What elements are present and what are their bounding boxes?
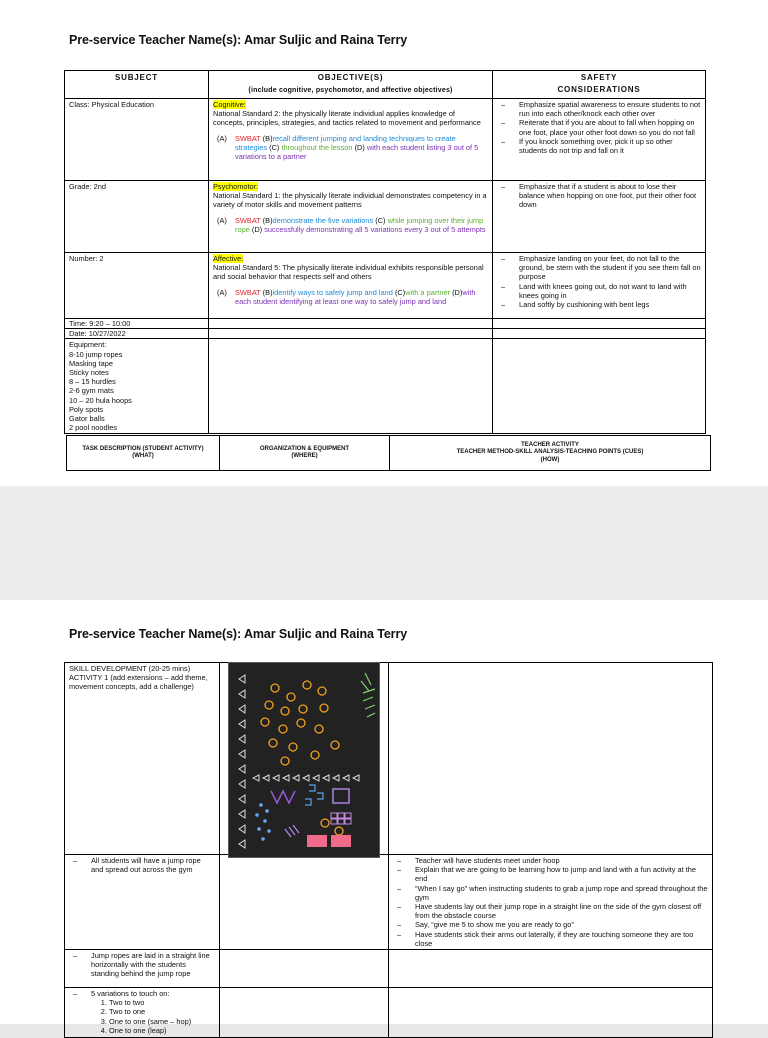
- teacher-activity-cell: [389, 855, 713, 950]
- safety-cell: [493, 181, 706, 253]
- list-item: 1. Two to two: [109, 998, 215, 1007]
- page-1: [0, 0, 768, 486]
- list-item: – If you knock something over, pick it up so other students do not trip and fall on it: [497, 137, 701, 155]
- equipment-cell: Equipment: 8-10 jump ropes Masking tape Sticky notes 8 – 15 hurdles 2-6 gym mats 10 – 20 hula hoops Poly spots Gator balls 2 pool noodles: [65, 339, 209, 434]
- objective-cell: [209, 99, 493, 181]
- task-description-header: TASK DESCRIPTION (STUDENT ACTIVITY) (WHAT): [67, 436, 220, 471]
- list-item: – Land softly by cushioning with bent legs: [497, 300, 701, 309]
- safety-cell: [493, 253, 706, 319]
- objective-header: OBJECTIVE(S) (include cognitive, psychomotor, and affective objectives): [209, 71, 493, 99]
- gym-floor: [229, 663, 379, 857]
- domain-label: Affective:: [213, 254, 244, 263]
- list-item: – 5 variations to touch on:: [69, 989, 215, 998]
- list-item: – Have students stick their arms out laterally, if they are touching someone they are too close: [393, 930, 708, 948]
- list-item: Masking tape: [69, 358, 113, 368]
- objective-cell: [209, 181, 493, 253]
- table-row: [65, 253, 706, 319]
- list-item: Poly spots: [69, 404, 104, 414]
- date-cell: Date: 10/27/2022: [65, 329, 209, 339]
- table-row: [65, 329, 706, 339]
- safety-cell: [493, 99, 706, 181]
- table-row: [65, 181, 706, 253]
- list-item: 2 pool noodles: [69, 423, 118, 433]
- subject-cell: Grade: 2nd: [65, 181, 209, 253]
- subject-header: SUBJECT: [65, 71, 209, 99]
- list-item: 2. Two to one: [109, 1007, 215, 1016]
- list-item: – Say, “give me 5 to show me you are ready to go”: [393, 920, 708, 929]
- table-row: [65, 663, 713, 855]
- teacher-activity-header: TEACHER ACTIVITY TEACHER METHOD-SKILL ANALYSIS-TEACHING POINTS (CUES) (HOW): [390, 436, 711, 471]
- list-item: – Emphasize spatial awareness to ensure students to not run into each other/knock each other over: [497, 100, 701, 118]
- list-item: – Have students lay out their jump rope in a straight line on the side of the gym closest off from the obstacle course: [393, 902, 708, 920]
- domain-label: Psychomotor:: [213, 182, 259, 191]
- task-header-table: [66, 435, 711, 471]
- standard-text: National Standard 5: The physically literate individual exhibits responsible personal and social behavior that respects self and others: [213, 263, 484, 282]
- list-item: 2-6 gym mats: [69, 386, 114, 396]
- gym-layout-diagram: [228, 662, 380, 858]
- list-item: – “When I say go” when instructing students to grab a jump rope and spread throughout the gym: [393, 884, 708, 902]
- task-cell: [65, 855, 220, 950]
- list-item: – Explain that we are going to be learning how to jump and land with a fun activity at the end: [393, 865, 708, 883]
- table-row: [65, 319, 706, 329]
- list-item: – Land with knees going out, do not want to land with knees going in: [497, 282, 701, 300]
- gym-mat: [307, 835, 327, 847]
- standard-text: National Standard 2: the physically literate individual applies knowledge of concepts, principles, strategies, and tactics related to movement and performance: [213, 109, 481, 128]
- objective-statement: (A) SWBAT (B)recall different jumping and landing techniques to create strategies (C) throughout the lesson (D) with each student listing 3 out of 5 variations to a partner: [217, 133, 479, 162]
- page-2: [0, 600, 768, 1035]
- standard-text: National Standard 1: the physically literate individual demonstrates competency in a variety of motor skills and movement patterns: [213, 191, 487, 210]
- list-item: 8 – 15 hurdles: [69, 377, 116, 387]
- list-item: – Emphasize landing on your feet, do not fall to the ground, be stern with the student if you see them fall on purpose: [497, 254, 701, 282]
- list-item: 3. One to one (same – hop): [109, 1017, 215, 1026]
- table-header-row: [65, 71, 706, 99]
- organization-header: ORGANIZATION & EQUIPMENT (WHERE): [220, 436, 390, 471]
- objective-cell: [209, 253, 493, 319]
- subject-cell: Class: Physical Education: [65, 99, 209, 181]
- gym-mat: [331, 835, 351, 847]
- lesson-table: [64, 662, 713, 1038]
- task-cell: [65, 988, 220, 1038]
- time-cell: Time: 9:20 – 10:00: [65, 319, 209, 329]
- list-item: 8-10 jump ropes: [69, 349, 123, 359]
- objective-statement: (A) SWBAT (B)identify ways to safely jump and land (C)with a partner (D)with each student identifying at least one way to safely jump and land: [217, 287, 476, 306]
- task-cell: [65, 950, 220, 988]
- list-item: – Teacher will have students meet under hoop: [393, 856, 708, 865]
- list-item: – Reiterate that if you are about to fall when hopping on one foot, place your other foot down so you do not fall: [497, 118, 701, 136]
- table-row: [65, 855, 713, 950]
- table-row: [65, 339, 706, 434]
- list-item: – All students will have a jump rope and spread out across the gym: [69, 856, 215, 874]
- page-title: Pre-service Teacher Name(s): Amar Suljic and Raina Terry: [69, 627, 408, 641]
- table-row: [65, 950, 713, 988]
- skill-development-cell: SKILL DEVELOPMENT (20-25 mins) ACTIVITY 1 (add extensions – add theme, movement concepts, add a challenge): [65, 663, 220, 855]
- list-item: 10 – 20 hula hoops: [69, 395, 132, 405]
- page-gap: [0, 486, 768, 600]
- list-item: – Emphasize that if a student is about to lose their balance when hopping on one foot, put their other foot down: [497, 182, 701, 210]
- subject-cell: Number: 2: [65, 253, 209, 319]
- safety-header: SAFETY CONSIDERATIONS: [493, 71, 706, 99]
- table-row: [65, 99, 706, 181]
- objective-statement: (A) SWBAT (B)demonstrate the five variations (C) while jumping over their jump rope (D) successfully demonstrating all 5 variations every 3 out of 5 attempts: [217, 215, 486, 234]
- page-title: Pre-service Teacher Name(s): Amar Suljic and Raina Terry: [69, 33, 408, 47]
- list-item: 4. One to one (leap): [109, 1026, 215, 1035]
- objectives-table: [64, 70, 706, 434]
- table-row: [65, 988, 713, 1038]
- domain-label: Cognitive:: [213, 100, 246, 109]
- list-item: – Jump ropes are laid in a straight line horizontally with the students standing behind the jump rope: [69, 951, 215, 979]
- list-item: Sticky notes: [69, 368, 109, 378]
- list-item: Gator balls: [69, 414, 105, 424]
